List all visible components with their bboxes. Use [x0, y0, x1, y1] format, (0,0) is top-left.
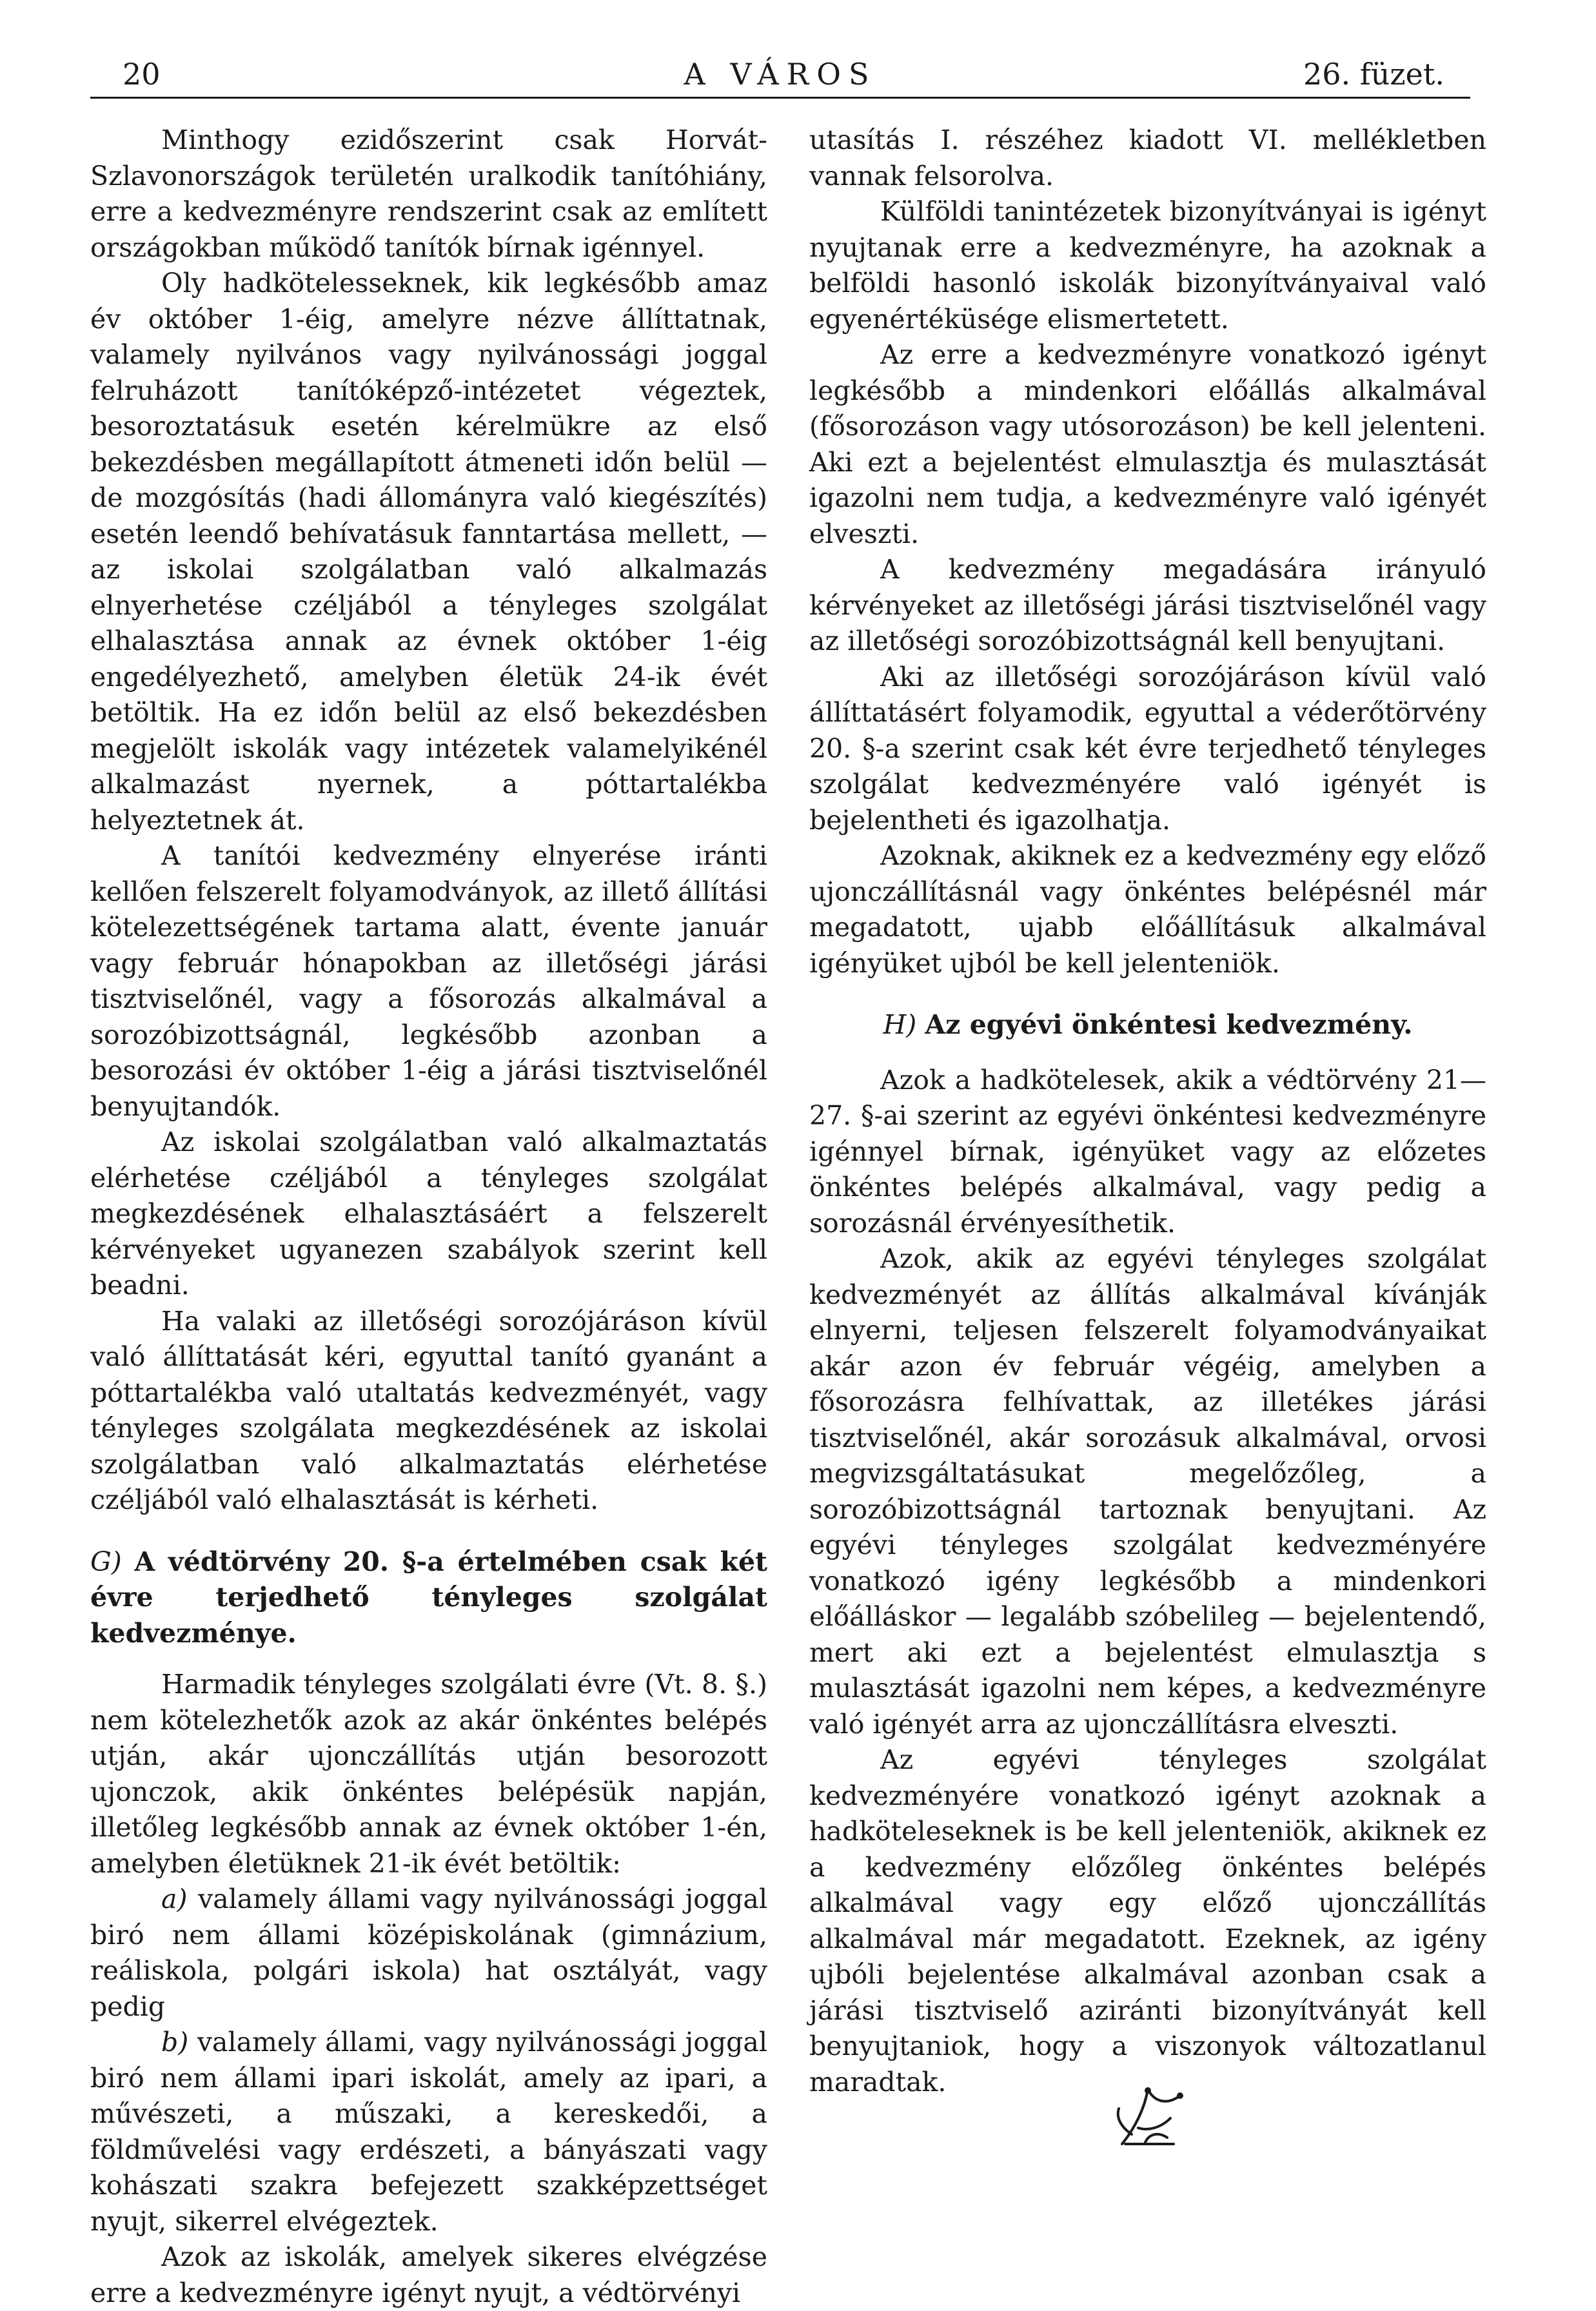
paragraph: Minthogy ezidőszerint csak Horvát-Szlavonországok területén uralkodik tanítóhiány, erre a kedvezményre rendszerint csak az említett országokban működő tanítók bírnak igénnyel.	[90, 124, 767, 263]
heading-letter: G)	[90, 1546, 122, 1577]
item-label: b)	[161, 2027, 189, 2058]
section-heading-h	[809, 1007, 1486, 1043]
paragraph: utasítás I. részéhez kiadott VI. mellékletben vannak felsorolva.	[809, 124, 1486, 192]
right-column	[809, 123, 1486, 2100]
left-column	[90, 123, 767, 2311]
paragraph: Harmadik tényleges szolgálati évre (Vt. 8. §.) nem kötelezhetők azok az akár önkéntes belépés utján, akár ujonczállítás utján besorozott ujonczok, akik önkéntes belépésük napján, illetőleg legkésőbb annak az évnek október 1-én, amelyben életüknek 21-ik évét betöltik:	[90, 1669, 767, 1879]
list-item-a	[90, 1882, 767, 2025]
paragraph: Az iskolai szolgálatban való alkalmaztatás elérhetése czéljából a tényleges szolgálat megkezdésének elhalasztásáért a felszerelt kérvényeket ugyanezen szabályok szerint kell beadni.	[90, 1126, 767, 1301]
paragraph: Az erre a kedvezményre vonatkozó igényt legkésőbb a mindenkori előállás alkalmával (fősorozáson vagy utósorozáson) be kell jelenteni. Aki ezt a bejelentést elmulasztja és mulasztását igazolni nem tudja, a kedvezményre való igényét elveszti.	[809, 339, 1486, 549]
running-header	[90, 52, 1470, 99]
heading-text: A védtörvény 20. §-a értelmében csak két évre terjedhető tényleges szolgálat kedvezménye.	[90, 1546, 767, 1649]
paragraph: Azok a hadkötelesek, akik a védtörvény 21—27. §-ai szerint az egyévi önkéntesi kedvezményre igénnyel bírnak, igényüket vagy az előzetes önkéntes belépés alkalmával, vagy pedig a sorozásnál érvényesíthetik.	[809, 1064, 1486, 1239]
paragraph: A tanítói kedvezmény elnyerése iránti kellően felszerelt folyamodványok, az illető állítási kötelezettségének tartama alatt, évente január vagy február hónapokban az illetőségi járási tisztviselőnél, vagy a fősorozás alkalmával a sorozóbizottságnál, legkésőbb azonban a besorozási év október 1-éig a járási tisztviselőnél benyujtandók.	[90, 840, 767, 1122]
item-text: valamely állami, vagy nyilvánossági joggal biró nem állami ipari iskolát, amely az ipari, a művészeti, a műszaki, a kereskedői, a földművelési vagy erdészeti, a bányászati vagy kohászati szakra befejezett szakképzettséget nyujt, sikerrel elvégeztek.	[90, 2027, 767, 2237]
paragraph: Aki az illetőségi sorozójáráson kívül való állíttatásért folyamodik, egyuttal a véderőtörvény 20. §-a szerint csak két évre terjedhető tényleges szolgálat kedvezményére való igényét is bejelentheti és igazolhatja.	[809, 661, 1486, 836]
paragraph: Azok az iskolák, amelyek sikeres elvégzése erre a kedvezményre igényt nyujt, a védtörvényi	[90, 2241, 767, 2308]
heading-text: Az egyévi önkéntesi kedvezmény.	[925, 1009, 1413, 1040]
paragraph: Azok, akik az egyévi tényleges szolgálat kedvezményét az állítás alkalmával kívánják elnyerni, teljesen felszerelt folyamodványaikat akár azon év február végéig, amelyben a fősorozásra felhívattak, az illetékes járási tisztviselőnél, akár sorozásuk alkalmával, orvosi megvizsgáltatásukat megelőzőleg, a sorozóbizottságnál tartoznak benyujtani. Az egyévi tényleges szolgálat kedvezményére vonatkozó igény legkésőbb a mindenkori előálláskor — legalább szóbelileg — bejelentendő, mert aki ezt a bejelentést elmulasztja s mulasztását igazolni nem képes, a kedvezményre való igényét arra az ujonczállításra elveszti.	[809, 1243, 1486, 1740]
page-number: 20	[123, 57, 161, 92]
list-item-b	[90, 2025, 767, 2239]
paragraph: Ha valaki az illetőségi sorozójáráson kívül való állíttatását kéri, egyuttal tanító gyanánt a póttartalékba való utaltatás kedvezményét, vagy tényleges szolgálata megkezdésének az iskolai szolgálatban való alkalmaztatás elérhetése czéljából való elhalasztását is kérheti.	[90, 1305, 767, 1515]
issue-number: 26. füzet.	[1303, 57, 1444, 92]
section-heading-g	[90, 1544, 767, 1652]
paragraph: A kedvezmény megadására irányuló kérvényeket az illetőségi járási tisztviselőnél vagy az illetőségi sorozóbizottságnál kell benyujtani.	[809, 554, 1486, 656]
item-label: a)	[161, 1883, 188, 1914]
paragraph: Az egyévi tényleges szolgálat kedvezményére vonatkozó igényt azoknak a hadköteleseknek is be kell jelenteniök, akiknek ez a kedvezmény előzőleg önkéntes belépés alkalmával vagy egy előző ujonczállítás alkalmával már megadatott. Ezeknek, az igény ujbóli bejelentése alkalmával azonban csak a járási tisztviselő aziránti bizonyítványát kell benyujtaniok, hogy a viszonyok változatlanul maradtak.	[809, 1744, 1486, 2098]
heading-letter: H)	[883, 1009, 917, 1040]
paragraph: Oly hadkötelesseknek, kik legkésőbb amaz év október 1-éig, amelyre nézve állíttatnak, valamely nyilvános vagy nyilvánossági joggal felruházott tanítóképző-intézetet végeztek, besoroztatásuk esetén kérelmükre az első bekezdésben megállapított átmeneti időn belül — de mozgósítás (hadi állományra való kiegészítés) esetén leendő behívatásuk fanntartása mellett, — az iskolai szolgálatban való alkalmazás elnyerhetése czéljából a tényleges szolgálat elhalasztása annak az évnek október 1-éig engedélyezhető, amelyben életük 24-ik évét betöltik. Ha ez időn belül az első bekezdésben megjelölt iskolák vagy intézetek valamelyikénél alkalmazást nyernek, a póttartalékba helyeztetnek át.	[90, 268, 767, 836]
paragraph: Külföldi tanintézetek bizonyítványai is igényt nyujtanak erre a kedvezményre, ha azoknak a belföldi hasonló iskolák bizonyítványaival való egyenértéküsége elismertetett.	[809, 196, 1486, 335]
floral-ornament-icon	[1109, 2083, 1193, 2154]
paragraph: Azoknak, akiknek ez a kedvezmény egy előző ujonczállításnál vagy önkéntes belépésnél már megadatott, ujabb előállításuk alkalmával igényüket ujból be kell jelenteniök.	[809, 840, 1486, 979]
item-text: valamely állami vagy nyilvánossági joggal biró nem állami középiskolának (gimnázium, reáliskola, polgári iskola) hat osztályát, vagy pedig	[90, 1883, 767, 2022]
journal-title: A VÁROS	[684, 57, 877, 92]
